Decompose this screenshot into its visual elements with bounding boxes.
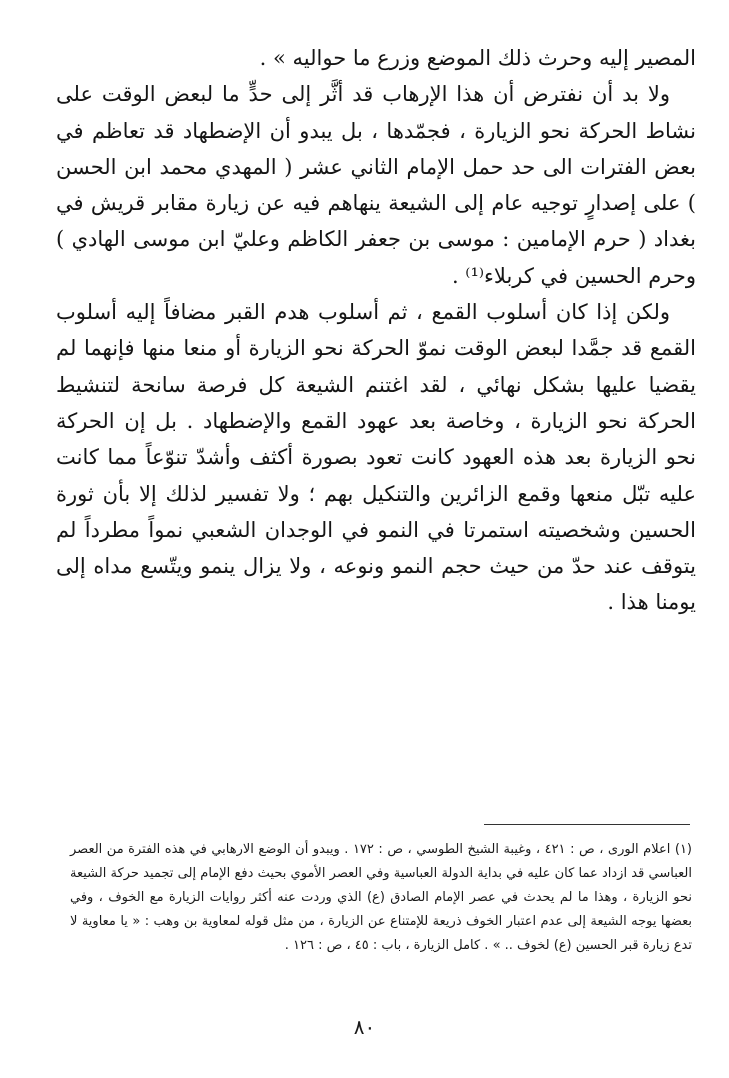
page-number: ٨٠ bbox=[353, 1015, 376, 1039]
paragraph-terror-effect: ولا بد أن نفترض أن هذا الإرهاب قد أثَّر إلى حدٍّ ما لبعض الوقت على نشاط الحركة نحو الزيارة ، فجمّدها ، بل يبدو أن الإضطهاد قد تعاظم في بعض الفترات الى حد حمل الإمام الثاني عشر ( المهدي محمد ابن الحسن ) على إصدارٍ توجيه عام إلى الشيعة ينهاهم فيه عن زيارة مقابر قريش في بغداد ( حرم الإمامين : موسى بن جعفر الكاظم وعليّ ابن موسى الهادي ) وحرم الحسين في كربلاء⁽¹⁾ . bbox=[56, 82, 696, 288]
paragraph-suppression: ولكن إذا كان أسلوب القمع ، ثم أسلوب هدم القبر مضافاً إليه أسلوب القمع قد جمَّدا لبعض الوقت نموّ الحركة نحو الزيارة أو منعا منها فإنهما لم يقضيا عليها بشكل نهائي ، لقد اغتنم الشيعة كل فرصة سانحة لتنشيط الحركة نحو الزيارة ، وخاصة بعد عهود القمع والإضطهاد . بل إن الحركة نحو الزيارة بعد هذه العهود كانت تعود بصورة أكثف وأشدّ تنوّعاً مما كانت عليه تبّل منعها وقمع الزائرين والتنكيل بهم ؛ ولا تفسير لذلك إلا بأن ثورة الحسين وشخصيته استمرتا في النمو في الوجدان الشعبي نمواً مطرداً لم يتوقف عند حدّ من حيث حجم النمو ونوعه ، ولا يزال ينمو ويتّسع مداه إلى يومنا هذا . bbox=[56, 300, 696, 615]
footnotes bbox=[70, 838, 692, 958]
main-text bbox=[56, 40, 696, 621]
paragraph-continuation: المصير إليه وحرث ذلك الموضع وزرع ما حواليه » . bbox=[259, 46, 696, 70]
footnote-1: (١) اعلام الورى ، ص : ٤٢١ ، وغيبة الشيخ الطوسي ، ص : ١٧٢ . ويبدو أن الوضع الارهابي في هذه الفترة من العصر العباسي قد ازداد عما كان عليه في بداية الدولة العباسية وفي العصر الأموي بحيث دفع الإمام إلى تجميد حركة الشيعة نحو الزيارة ، وهذا ما لم يحدث في عصر الإمام الصادق (ع) الذي وردت عنه أكثر روايات الزيارة مع الخوف ، وفي بعضها يوجه الشيعة إلى عدم اعتبار الخوف ذريعة للإمتناع عن الزيارة ، من مثل قوله لمعاوية بن وهب : « يا معاوية لا تدع زيارة قبر الحسين (ع) لخوف .. » . كامل الزيارة ، باب : ٤٥ ، ص : ١٢٦ . bbox=[70, 842, 692, 953]
footnote-separator bbox=[484, 824, 690, 825]
